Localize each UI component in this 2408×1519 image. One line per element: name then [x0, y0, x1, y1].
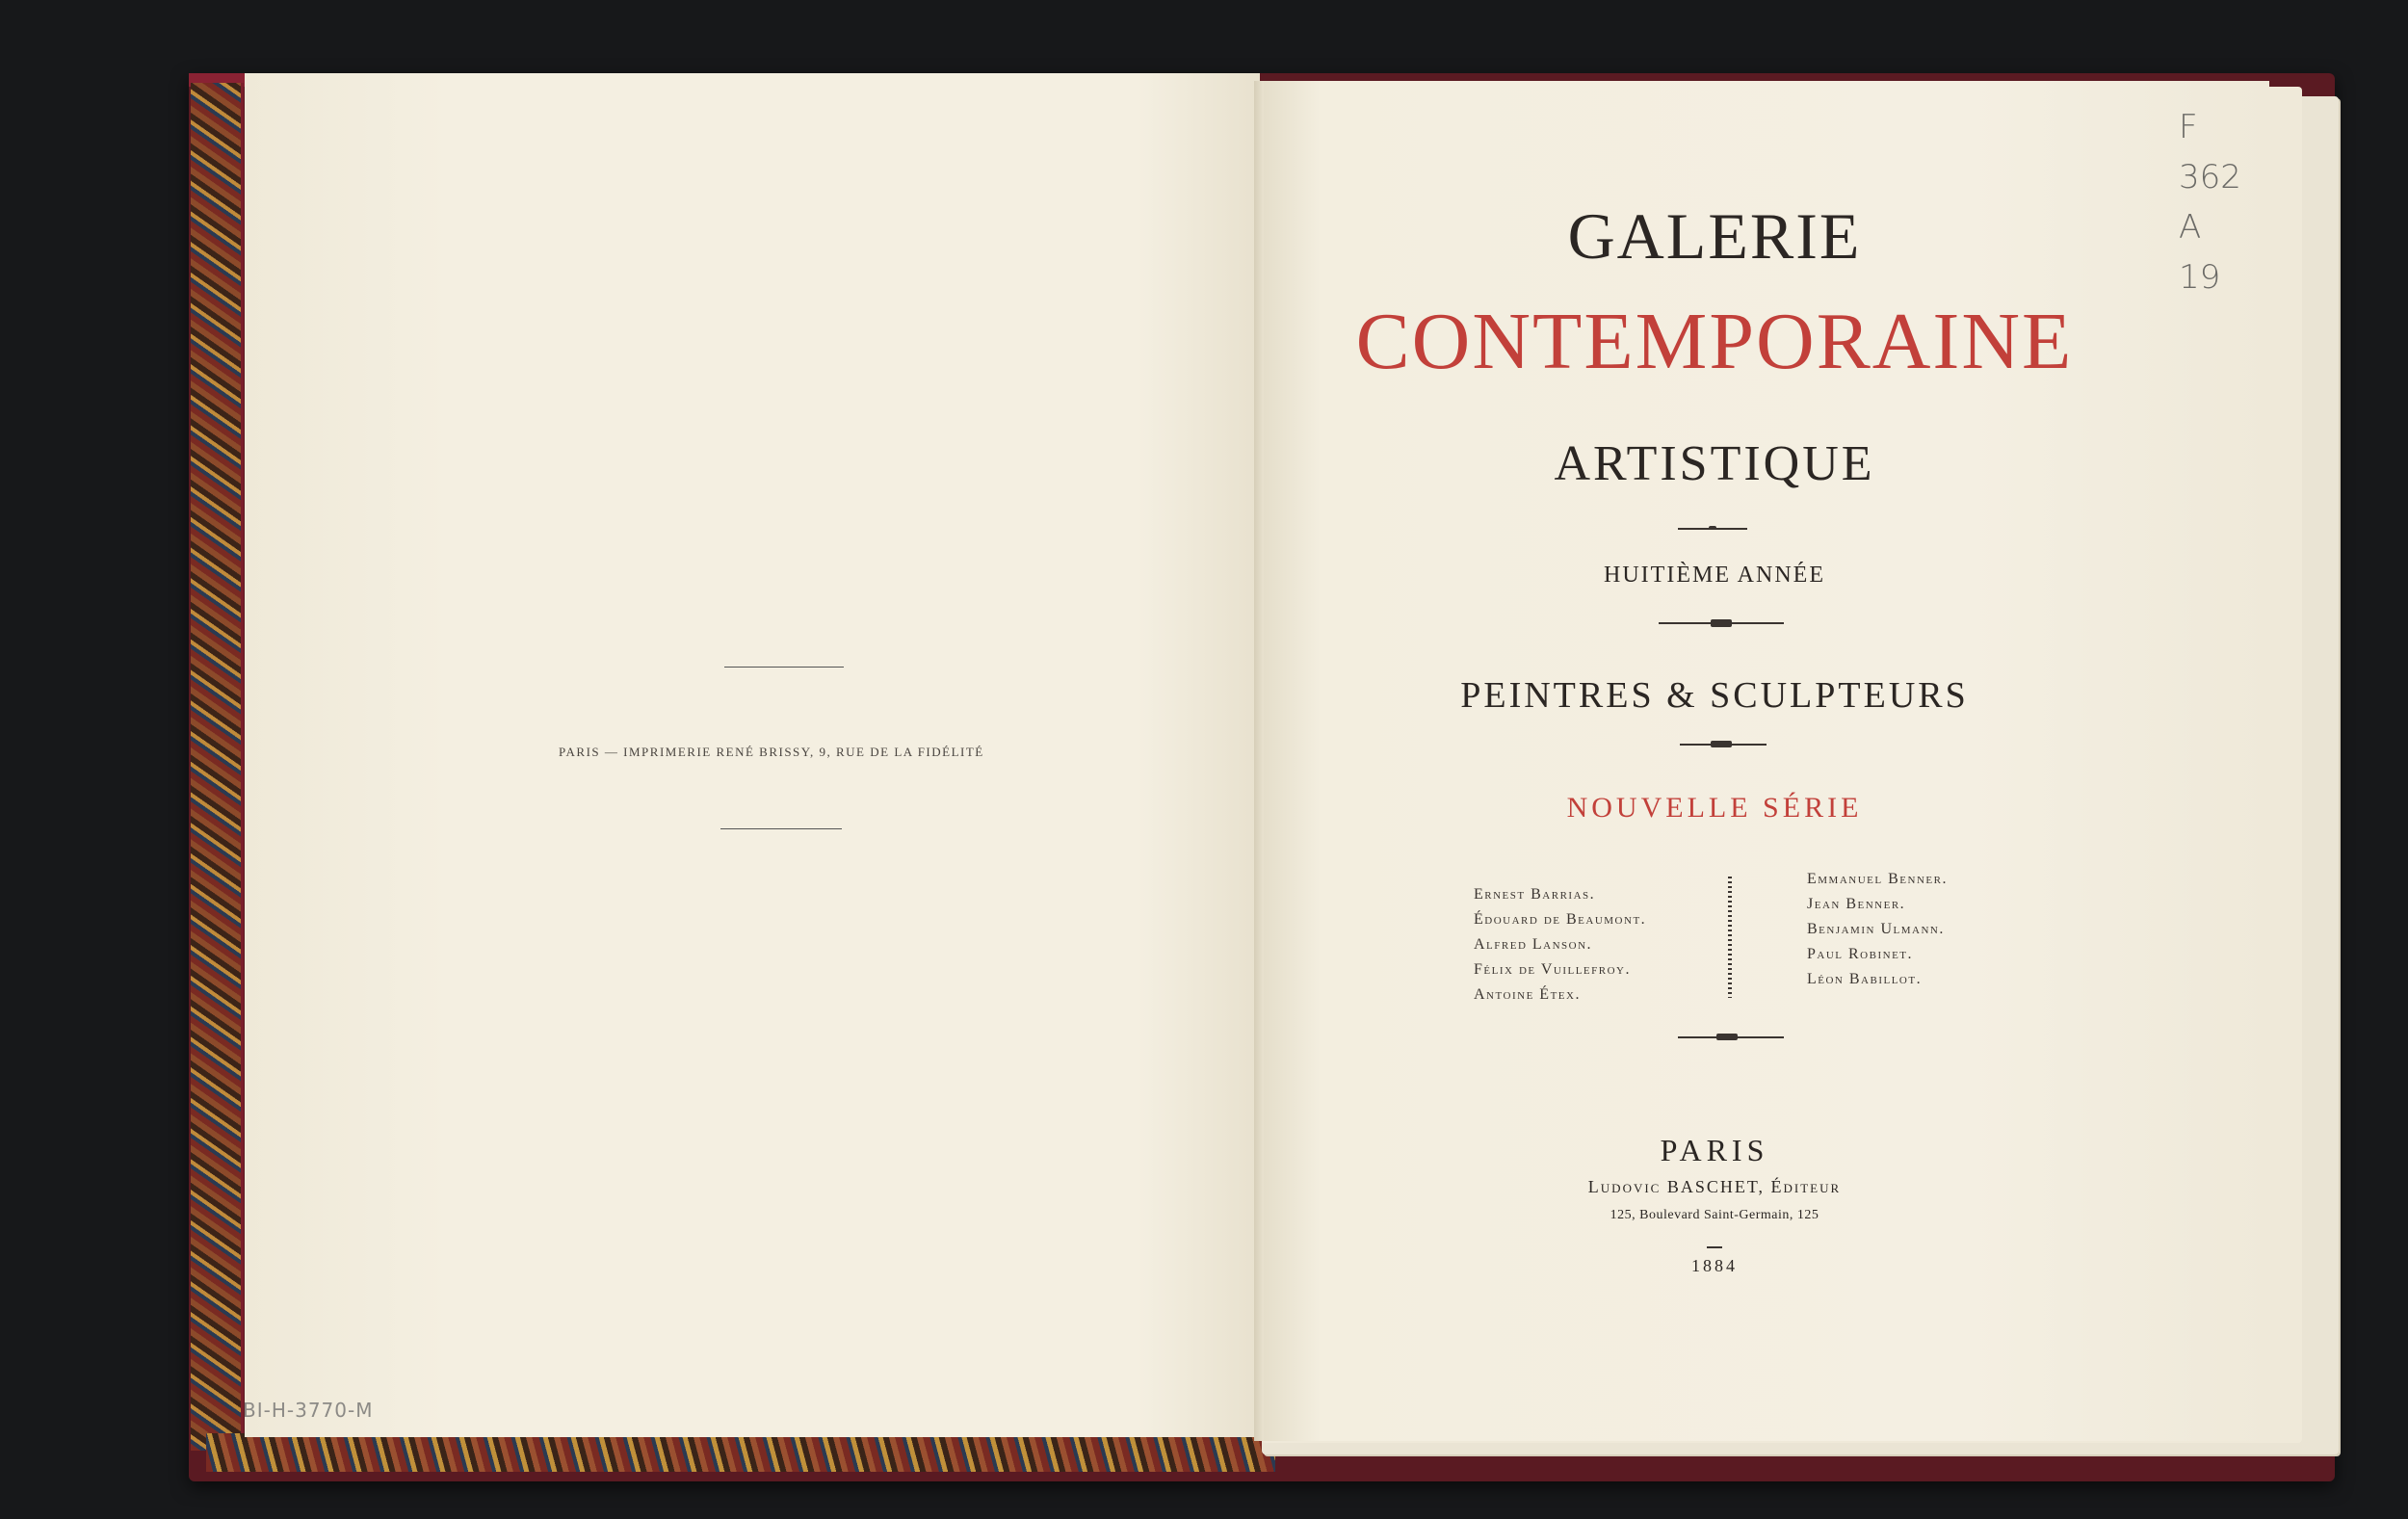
- book-gutter: [1254, 81, 1264, 1441]
- artist-name: Jean Benner.: [1807, 896, 1906, 912]
- call-number-line: 362: [2179, 158, 2241, 196]
- call-number-line: 19: [2179, 258, 2221, 297]
- imprint-rule-top: [724, 667, 844, 668]
- artist-name: Paul Robinet.: [1807, 946, 1914, 962]
- edition-year-label: HUITIÈME ANNÉE: [1604, 563, 1825, 588]
- artist-name: Léon Babillot.: [1807, 971, 1923, 987]
- pencil-shelfmark: BI-H-3770-M: [243, 1399, 374, 1422]
- printer-imprint: PARIS — IMPRIMERIE RENÉ BRISSY, 9, RUE DE LA FIDÉLITÉ: [559, 745, 984, 759]
- series-label: NOUVELLE SÉRIE: [1566, 792, 1863, 824]
- publication-year: 1884: [1691, 1256, 1738, 1275]
- publisher-name: Ludovic BASCHET, Éditeur: [1587, 1177, 1842, 1196]
- artist-name: Félix de Vuillefroy.: [1474, 961, 1631, 978]
- marbled-endpaper-left: [191, 83, 244, 1451]
- artists-list-left: [1474, 882, 1705, 1008]
- artist-name: Ernest Barrias.: [1474, 886, 1596, 903]
- ornament-center-2: [1711, 619, 1732, 627]
- subtitle-peintres-sculpteurs: PEINTRES & SCULPTEURS: [1460, 675, 1969, 716]
- title-galerie: GALERIE: [1567, 199, 1862, 273]
- artist-name: Alfred Lanson.: [1474, 936, 1593, 953]
- call-number-line: A: [2179, 208, 2202, 247]
- artists-list-right: [1807, 867, 2038, 992]
- publisher-address: 125, Boulevard Saint-Germain, 125: [1610, 1208, 1819, 1222]
- ornament-center-4: [1716, 1034, 1738, 1040]
- ornament-center-3: [1711, 741, 1732, 747]
- publisher-city: PARIS: [1660, 1133, 1769, 1167]
- pencil-call-number: [2179, 102, 2241, 302]
- artist-name: Édouard de Beaumont.: [1474, 911, 1647, 928]
- short-dash: [1707, 1246, 1722, 1248]
- title-page: [1260, 81, 2269, 1441]
- artist-name: Emmanuel Benner.: [1807, 871, 1948, 887]
- ornament-dot-1: [1709, 526, 1716, 530]
- title-contemporaine: CONTEMPORAINE: [1355, 297, 2074, 386]
- marbled-endpaper-bottom: [206, 1433, 1275, 1472]
- imprint-rule-bottom: [720, 828, 842, 829]
- artists-divider: [1728, 877, 1732, 998]
- call-number-line: F: [2179, 108, 2198, 146]
- artist-name: Antoine Étex.: [1474, 986, 1581, 1003]
- artist-name: Benjamin Ulmann.: [1807, 921, 1945, 937]
- title-artistique: ARTISTIQUE: [1554, 436, 1875, 491]
